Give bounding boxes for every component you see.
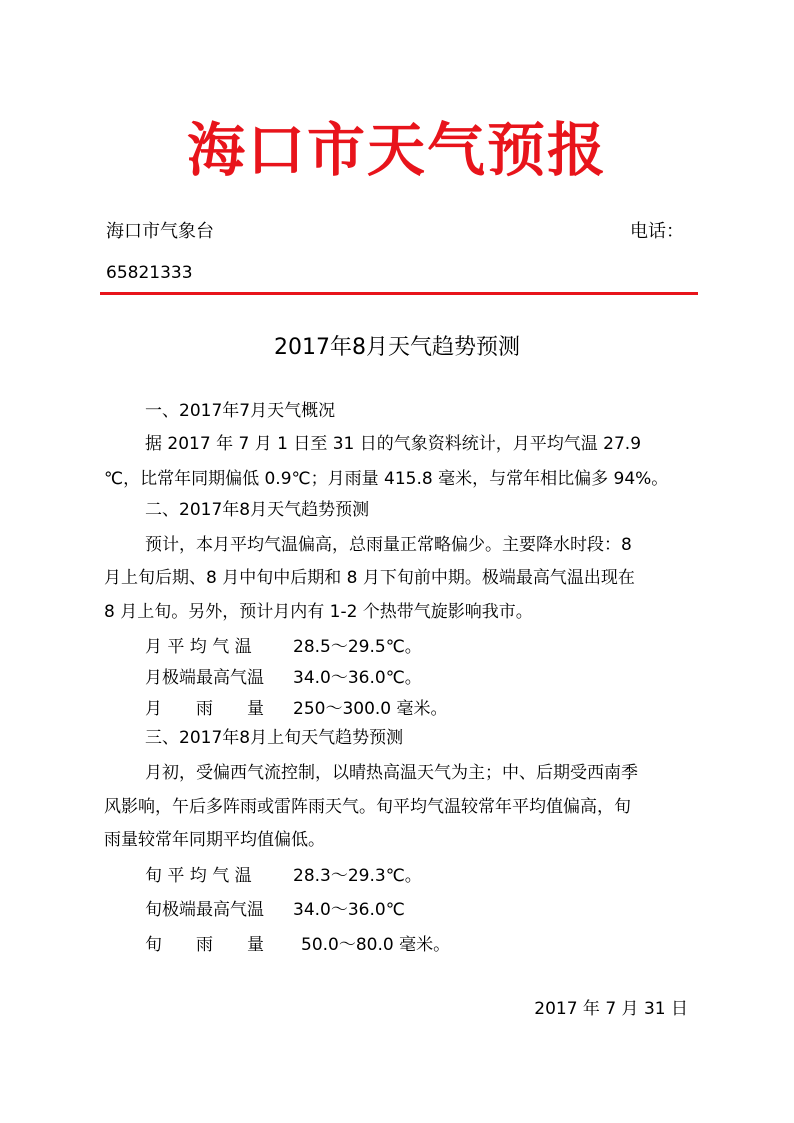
- stat-value-monthly-rainfall: 250～300.0 毫米。: [293, 699, 448, 719]
- section3-heading: 三、2017年8月上旬天气趋势预测: [145, 728, 404, 748]
- stat-label-monthly-max-temp: 月极端最高气温: [145, 668, 264, 688]
- section3-line3: 雨量较常年同期平均值偏低。: [104, 830, 325, 850]
- section1-line1: 据 2017 年 7 月 1 日至 31 日的气象资料统计，月平均气温 27.9: [145, 434, 642, 454]
- section2-heading: 二、2017年8月天气趋势预测: [145, 500, 370, 520]
- section2-line2: 月上旬后期、8 月中旬中后期和 8 月下旬前中期。极端最高气温出现在: [104, 568, 635, 588]
- section1-line2: ℃，比常年同期偏低 0.9℃；月雨量 415.8 毫米，与常年相比偏多 94%。: [104, 469, 669, 489]
- phone-number: 65821333: [106, 263, 193, 283]
- stat-label-dekad-rainfall: 旬 雨 量: [145, 935, 264, 955]
- phone-label: 电话：: [630, 221, 684, 242]
- document-title: 2017年8月天气趋势预测: [274, 335, 520, 360]
- stat-value-monthly-avg-temp: 28.5～29.5℃。: [293, 637, 422, 657]
- masthead-title: 海口市天气预报: [186, 116, 607, 184]
- section3-line2: 风影响，午后多阵雨或雷阵雨天气。旬平均气温较常年平均值偏高，旬: [104, 797, 631, 817]
- section2-line1: 预计，本月平均气温偏高，总雨量正常略偏少。主要降水时段：8: [145, 535, 632, 555]
- header-divider: [100, 292, 698, 295]
- stat-label-dekad-avg-temp: 旬 平 均 气 温: [145, 866, 252, 886]
- stat-label-monthly-avg-temp: 月 平 均 气 温: [145, 637, 252, 657]
- section3-line1: 月初，受偏西气流控制，以晴热高温天气为主；中、后期受西南季: [145, 763, 638, 783]
- section2-line3: 8 月上旬。另外，预计月内有 1-2 个热带气旋影响我市。: [104, 602, 533, 622]
- section1-heading: 一、2017年7月天气概况: [145, 401, 336, 421]
- stat-value-dekad-rainfall: 50.0～80.0 毫米。: [301, 935, 451, 955]
- stat-label-monthly-rainfall: 月 雨 量: [145, 699, 264, 719]
- stat-value-dekad-max-temp: 34.0～36.0℃: [293, 900, 405, 920]
- issuer-name: 海口市气象台: [106, 221, 214, 242]
- stat-value-monthly-max-temp: 34.0～36.0℃。: [293, 668, 422, 688]
- issue-date: 2017 年 7 月 31 日: [534, 999, 688, 1019]
- stat-value-dekad-avg-temp: 28.3～29.3℃。: [293, 866, 422, 886]
- stat-label-dekad-max-temp: 旬极端最高气温: [145, 900, 264, 920]
